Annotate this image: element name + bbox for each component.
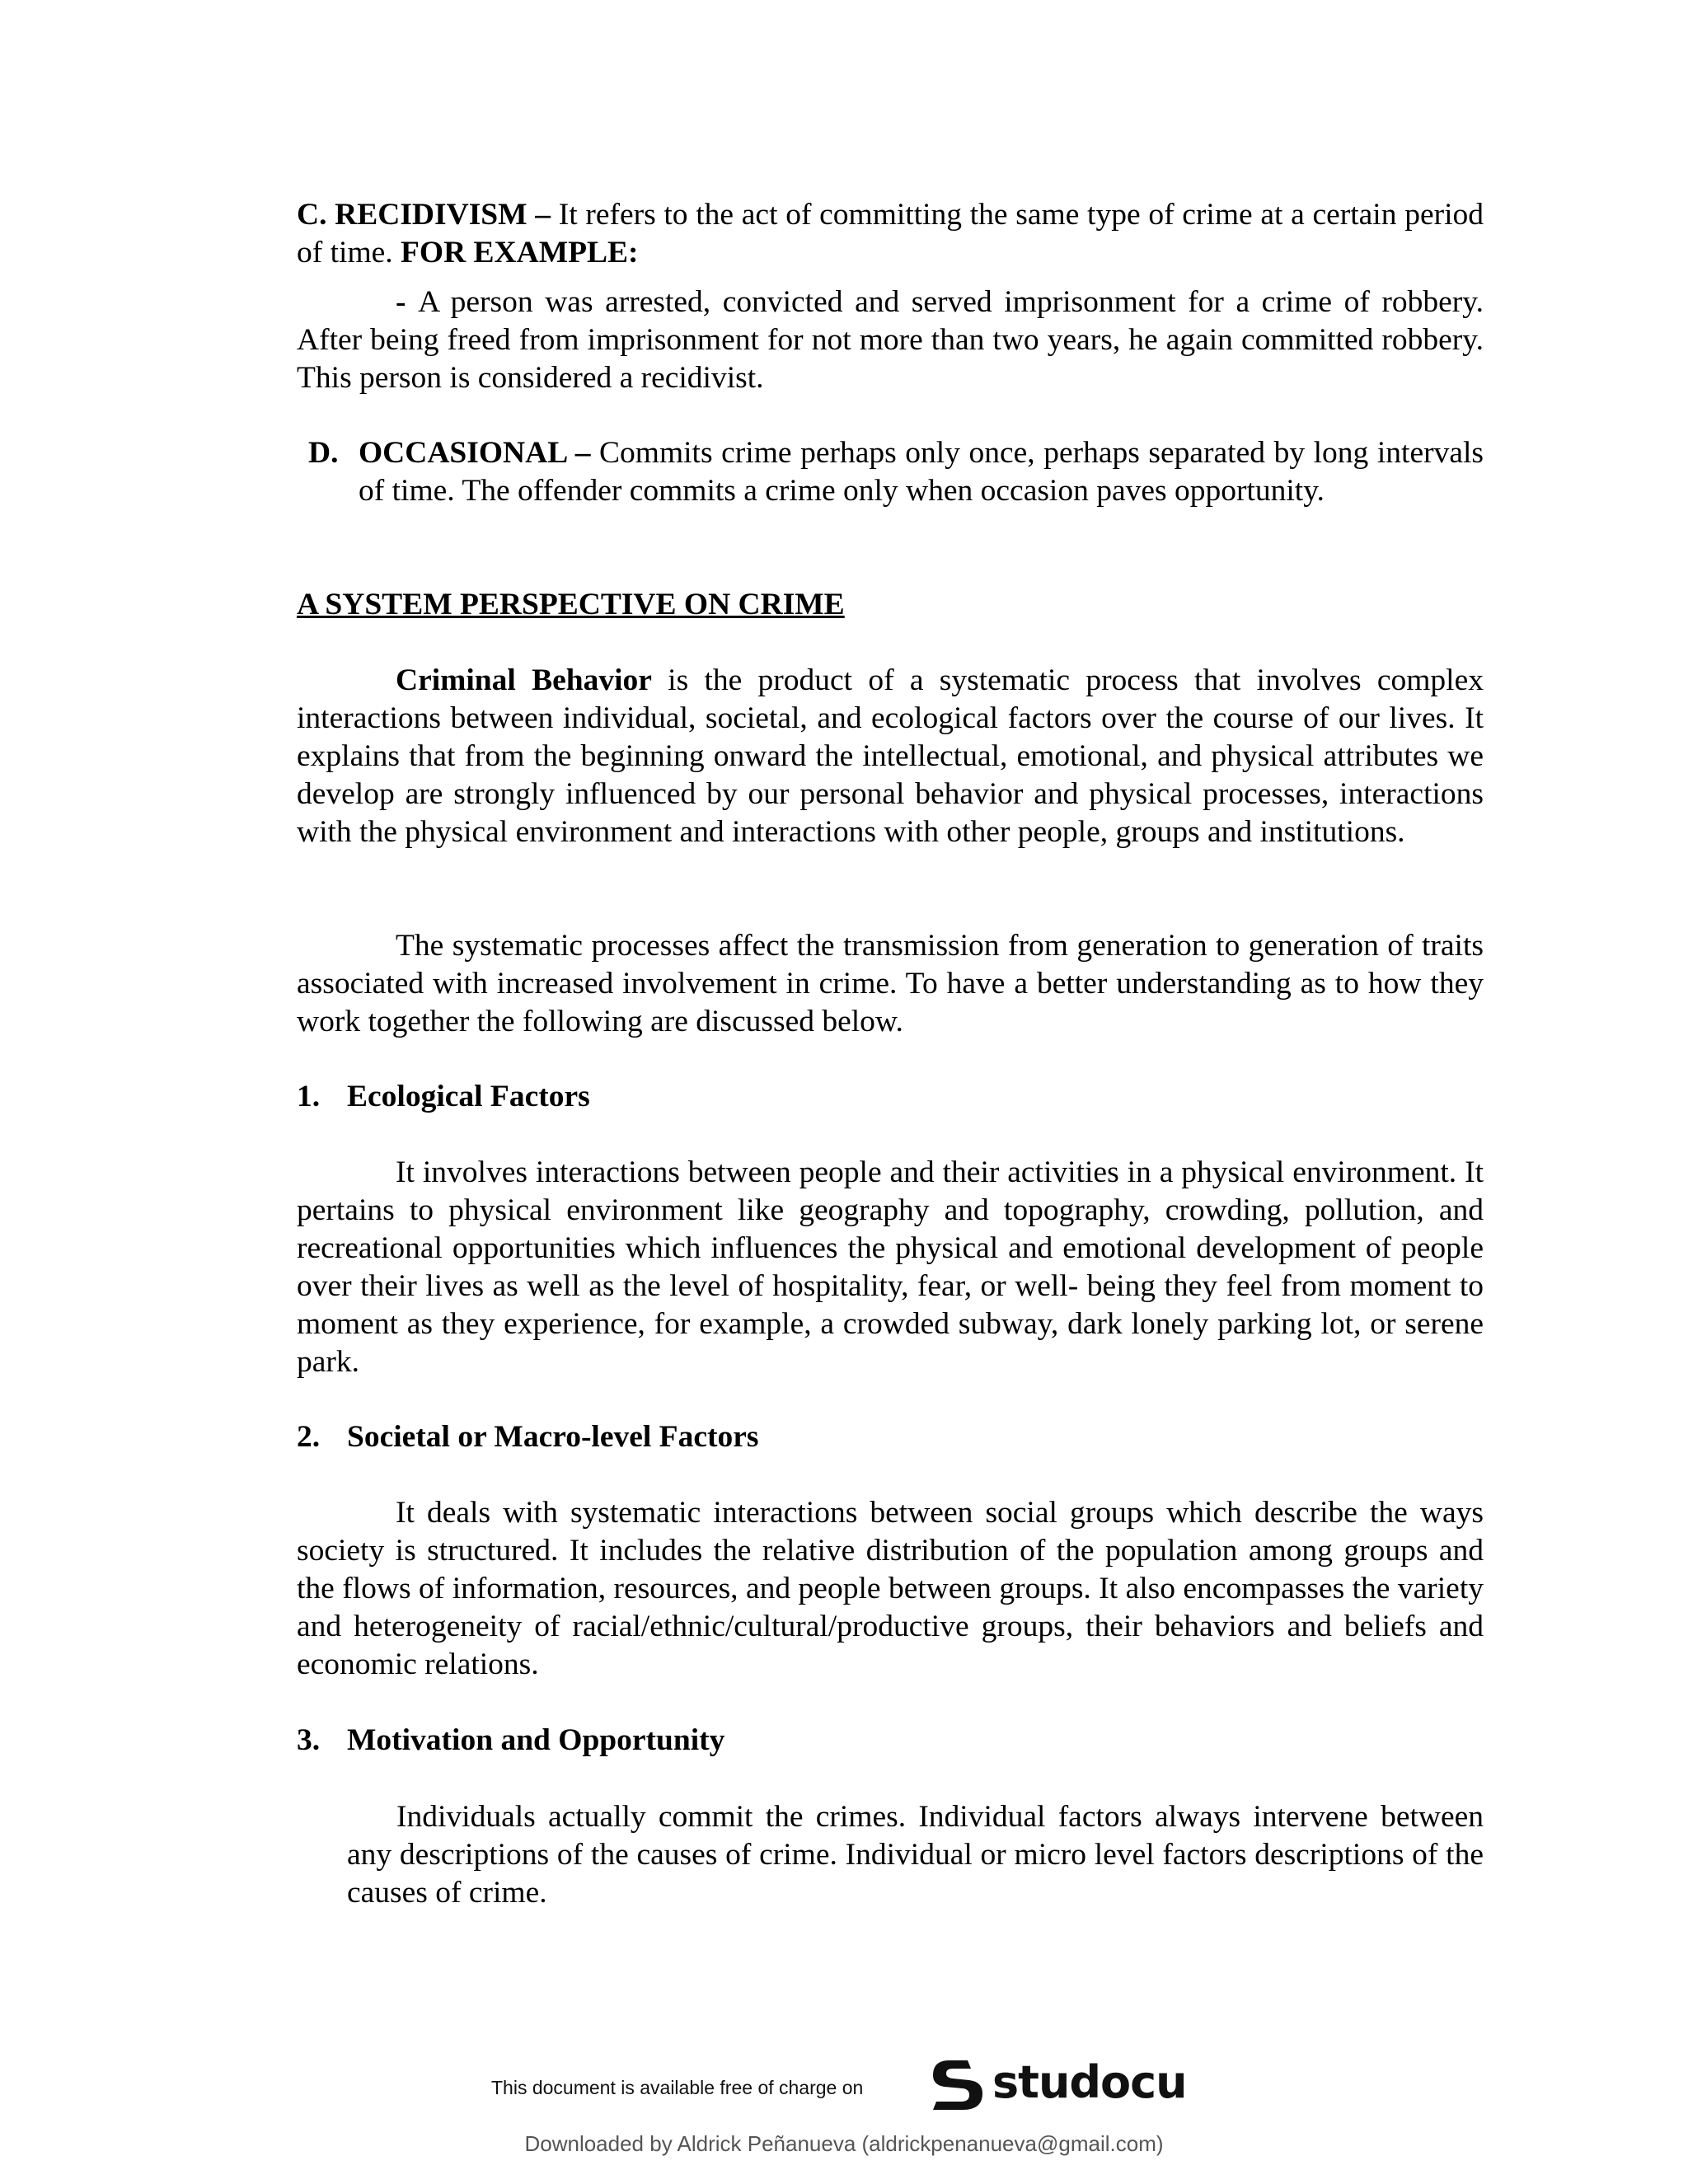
- factor-3-title: Motivation and Opportunity: [347, 1723, 725, 1757]
- factor-2-title: Societal or Macro-level Factors: [347, 1420, 759, 1454]
- factor-2-number: 2.: [297, 1420, 321, 1454]
- section-heading: A SYSTEM PERSPECTIVE ON CRIME: [297, 588, 845, 621]
- factor-2-heading: [297, 1418, 758, 1456]
- occasional-text: Commits crime perhaps only once, perhaps separated by long intervals of time. The offender commits a crime only when occasion paves opportunity.: [359, 436, 1484, 508]
- factor-1-heading: [297, 1078, 590, 1116]
- factor-1-title: Ecological Factors: [347, 1080, 590, 1113]
- recidivism-label: C. RECIDIVISM –: [297, 198, 551, 232]
- occasional-paragraph: [359, 434, 1484, 510]
- factor-3-text: Individuals actually commit the crimes. Individual factors always intervene between any descriptions of the causes of crime. Individual or micro level factors descriptions of the causes of crime.: [347, 1800, 1484, 1910]
- occasional-label: OCCASIONAL –: [359, 436, 591, 470]
- studocu-wordmark: studocu: [992, 2056, 1187, 2108]
- factor-3-number: 3.: [297, 1723, 321, 1757]
- example-dash: -: [396, 285, 419, 319]
- downloaded-by-note: Downloaded by Aldrick Peñanueva (aldrickpenanueva@gmail.com): [524, 2131, 1164, 2156]
- criminal-behavior-paragraph: [297, 662, 1484, 851]
- criminal-behavior-term: Criminal Behavior: [396, 663, 652, 697]
- factor-3-heading: [297, 1722, 724, 1760]
- criminal-behavior-text: is the product of a systematic process that involves complex interactions between individual, societal, and ecological factors over the course of our lives. It explains that from the beginning onward the intellectual, emotional, and physical attributes we develop are strongly influenced by our personal behavior and physical processes, interactions with the physical environment and interactions with other people, groups and institutions.: [297, 663, 1484, 849]
- example-text: A person was arrested, convicted and served imprisonment for a crime of robbery. After being freed from imprisonment for not more than two years, he again committed robbery. This person is considered a recidivist.: [297, 285, 1484, 395]
- recidivism-example: [297, 284, 1484, 397]
- studocu-mark-icon: [925, 2055, 989, 2113]
- factor-1-number: 1.: [297, 1080, 321, 1113]
- example-label: FOR EXAMPLE:: [401, 236, 639, 269]
- occasional-marker: D.: [308, 436, 339, 470]
- recidivism-text: It refers to the act of committing the same type of crime at a certain period of time.: [297, 198, 1484, 269]
- factor-1-text: It involves interactions between people and their activities in a physical environment. It pertains to physical environment like geography and topography, crowding, pollution, and recreational opportunities which influences the physical and emotional development of people over their lives as well as the level of hospitality, fear, or well- being they feel from moment to moment as they experience, for example, a crowded subway, dark lonely parking lot, or serene park.: [297, 1155, 1484, 1379]
- availability-note: This document is available free of charge on: [491, 2077, 864, 2098]
- factor-2-text: It deals with systematic interactions between social groups which describe the ways society is structured. It includes the relative distribution of the population among groups and the flows of information, resources, and people between groups. It also encompasses the variety and heterogeneity of racial/ethnic/cultural/productive groups, their behaviors and beliefs and economic relations.: [297, 1496, 1484, 1681]
- occasional-item: [308, 434, 1484, 510]
- systematic-paragraph: The systematic processes affect the transmission from generation to generation of traits associated with increased involvement in crime. To have a better understanding as to how they work together the following are discussed below.: [297, 929, 1484, 1038]
- recidivism-paragraph: [297, 196, 1484, 272]
- studocu-logo[interactable]: [925, 2055, 1189, 2113]
